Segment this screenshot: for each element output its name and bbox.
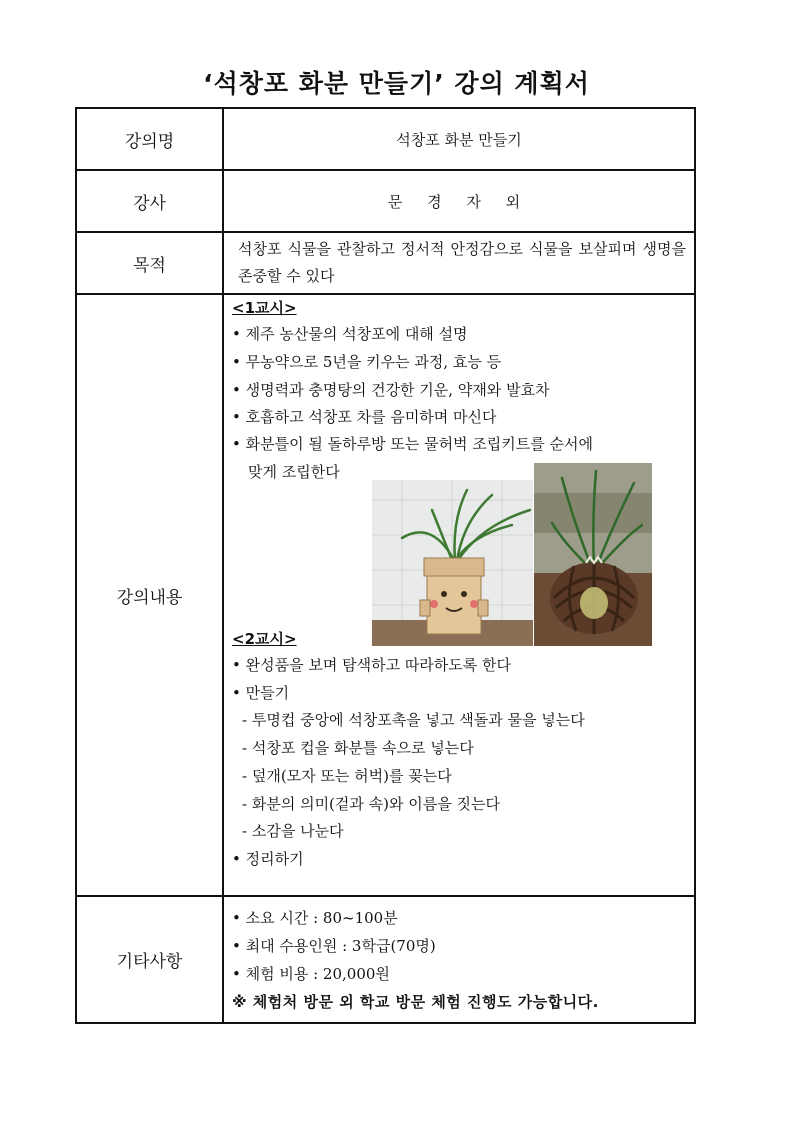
content-cell: [223, 294, 695, 896]
session1-item: • 제주 농산물의 석창포에 대해 설명: [232, 325, 468, 343]
purpose-value: 석창포 식물을 관찰하고 정서적 안정감으로 식물을 보살피며 생명을 존중할 수 있다: [238, 240, 686, 285]
session2-heading: <2교시>: [232, 630, 297, 648]
session1-item: • 화분틀이 될 돌하루방 또는 물허벅 조립키트를 순서에: [232, 435, 594, 453]
page-title: ‘석창포 화분 만들기’ 강의 계획서: [203, 69, 590, 98]
purpose-label: 목적: [76, 232, 223, 294]
misc-item: • 체험 비용 : 20,000원: [232, 964, 390, 983]
session1-item: • 호흡하고 석창포 차를 음미하며 마신다: [232, 408, 497, 426]
session1-item: • 생명력과 충명탕의 건강한 기운, 약재와 발효차: [232, 381, 550, 399]
misc-item: • 소요 시간 : 80~100분: [232, 908, 398, 927]
misc-note: ※ 체험처 방문 외 학교 방문 체험 진행도 가능합니다.: [232, 992, 599, 1011]
heobeok-planter-photo: [534, 463, 652, 646]
session2-subitem: - 소감을 나눈다: [242, 822, 344, 840]
misc-item: • 최대 수용인원 : 3학급(70명): [232, 936, 436, 955]
hareubang-planter-photo: [372, 480, 533, 646]
row-instructor: [76, 170, 695, 232]
misc-label: 기타사항: [76, 896, 223, 1023]
session1-heading: <1교시>: [232, 299, 297, 317]
row-content: [76, 294, 695, 896]
course-name-value: 석창포 화분 만들기: [223, 108, 695, 170]
row-course-name: [76, 108, 695, 170]
session2-subitem: - 석창포 컵을 화분틀 속으로 넣는다: [242, 739, 474, 757]
instructor-label: 강사: [76, 170, 223, 232]
plan-table: [75, 107, 696, 1024]
purpose-cell: [223, 232, 695, 294]
row-purpose: [76, 232, 695, 294]
session2-item: • 완성품을 보며 탐색하고 따라하도록 한다: [232, 656, 512, 674]
session2-item: • 만들기: [232, 684, 290, 702]
session2-subitem: - 덮개(모자 또는 허벅)를 꽂는다: [242, 767, 452, 785]
session2-subitem: - 투명컵 중앙에 석창포촉을 넣고 색돌과 물을 넣는다: [242, 711, 585, 729]
session1-item: 맞게 조립한다: [248, 463, 340, 481]
row-misc: [76, 896, 695, 1023]
session1-item: • 무농약으로 5년을 키우는 과정, 효능 등: [232, 353, 502, 371]
course-name-label: 강의명: [76, 108, 223, 170]
misc-cell: [223, 896, 695, 1023]
session2-item: • 정리하기: [232, 850, 304, 868]
instructor-value: 문 경 자 외: [223, 170, 695, 232]
content-label: 강의내용: [76, 294, 223, 896]
session2-subitem: - 화분의 의미(겉과 속)와 이름을 짓는다: [242, 795, 500, 813]
